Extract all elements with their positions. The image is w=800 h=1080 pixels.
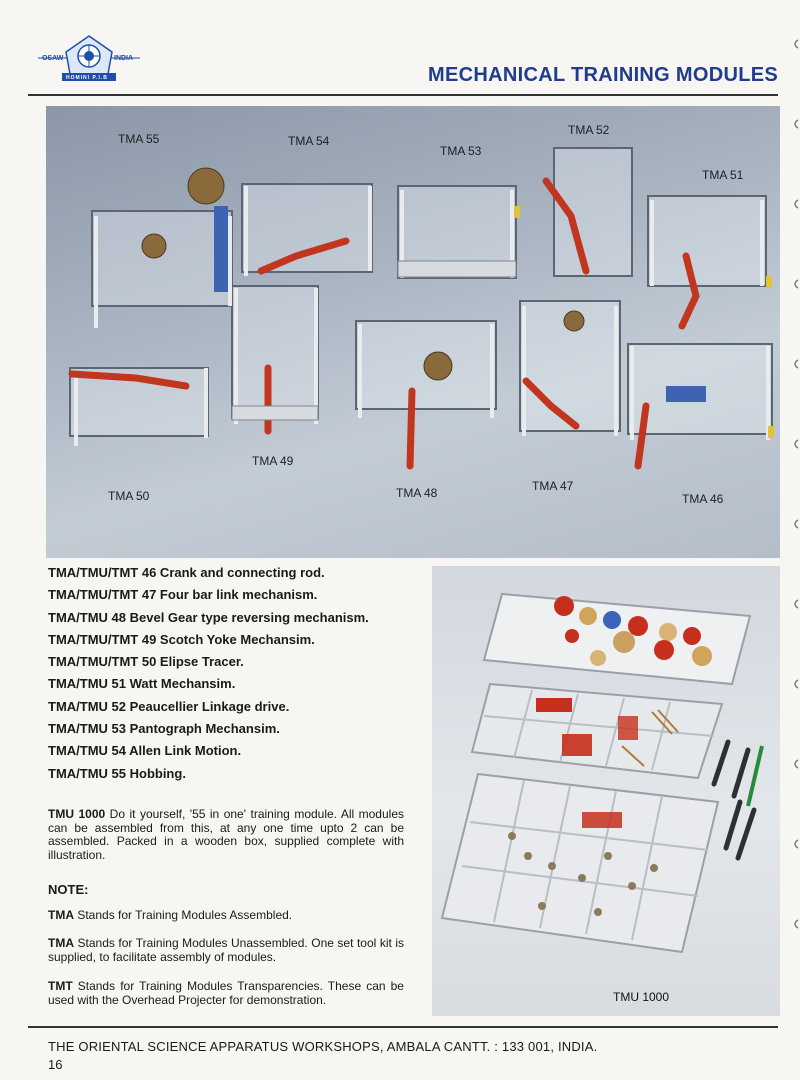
spec-item: TMA/TMU/TMT 49 Scotch Yoke Mechansim.	[48, 631, 315, 647]
spec-item: TMA/TMU 54 Allen Link Motion.	[48, 743, 242, 759]
module-label: TMA 48	[396, 486, 438, 500]
note-item	[48, 909, 404, 923]
module-label: TMA 55	[118, 132, 160, 146]
page-number: 16	[48, 1057, 63, 1072]
tmu1000-kit-drawing	[432, 566, 780, 1016]
note-code: TMA	[48, 936, 74, 950]
module-label: TMA 51	[702, 168, 744, 182]
footer-divider	[28, 1026, 778, 1028]
note-code: TMT	[48, 979, 73, 993]
spec-item: TMA/TMU 55 Hobbing.	[48, 765, 186, 781]
logo-text-left: OSAW	[42, 55, 64, 62]
spec-item: TMA/TMU/TMT 50 Elipse Tracer.	[48, 654, 244, 670]
module-label: TMA 50	[108, 489, 150, 503]
header-divider	[28, 94, 778, 96]
note-code: TMA	[48, 908, 74, 922]
tmu1000-text: Do it yourself, '55 in one' training module. All modules can be assembled from this, at any one time upto 2 can be assembled. Packed in a wooden box, supplied complete with illustration.	[48, 807, 404, 862]
spec-item: TMA/TMU 53 Pantograph Mechansim.	[48, 721, 280, 737]
spec-item: TMA/TMU 52 Peaucellier Linkage drive.	[48, 698, 290, 714]
spec-item: TMA/TMU/TMT 47 Four bar link mechanism.	[48, 587, 318, 603]
page-title: MECHANICAL TRAINING MODULES	[428, 64, 778, 86]
spec-item: TMA/TMU 48 Bevel Gear type reversing mechanism.	[48, 609, 369, 625]
tmu1000-description	[48, 808, 404, 862]
note-text: Stands for Training Modules Assembled.	[77, 908, 293, 922]
note-item	[48, 937, 404, 964]
note-text: Stands for Training Modules Transparencies. These can be used with the Overhead Projecter for demonstration.	[48, 979, 404, 1007]
tmu1000-photo	[432, 566, 780, 1016]
note-text: Stands for Training Modules Unassembled. One set tool kit is supplied, to facilitate assembly of modules.	[48, 936, 405, 964]
module-label: TMA 52	[568, 123, 610, 137]
note-heading: NOTE:	[48, 882, 89, 897]
spec-item: TMA/TMU/TMT 46 Crank and connecting rod.	[48, 565, 325, 580]
spec-item: TMA/TMU 51 Watt Mechansim.	[48, 676, 236, 692]
note-item	[48, 980, 404, 1007]
module-label: TMA 46	[682, 492, 724, 506]
binder-rings	[786, 0, 800, 1080]
logo-text-right: INDIA	[114, 55, 134, 62]
module-label: TMA 49	[252, 454, 294, 468]
tmu1000-photo-label: TMU 1000	[613, 990, 670, 1004]
modules-photo	[46, 106, 780, 558]
osaw-logo	[38, 34, 140, 84]
tmu1000-code: TMU 1000	[48, 807, 106, 821]
module-spec-list	[48, 565, 418, 788]
module-label: TMA 54	[288, 134, 330, 148]
module-label: TMA 53	[440, 144, 482, 158]
module-label: TMA 47	[532, 479, 574, 493]
logo-band-text: HOMINI P.I.B	[66, 75, 108, 81]
footer-address: THE ORIENTAL SCIENCE APPARATUS WORKSHOPS, AMBALA CANTT. : 133 001, INDIA.	[48, 1039, 598, 1054]
